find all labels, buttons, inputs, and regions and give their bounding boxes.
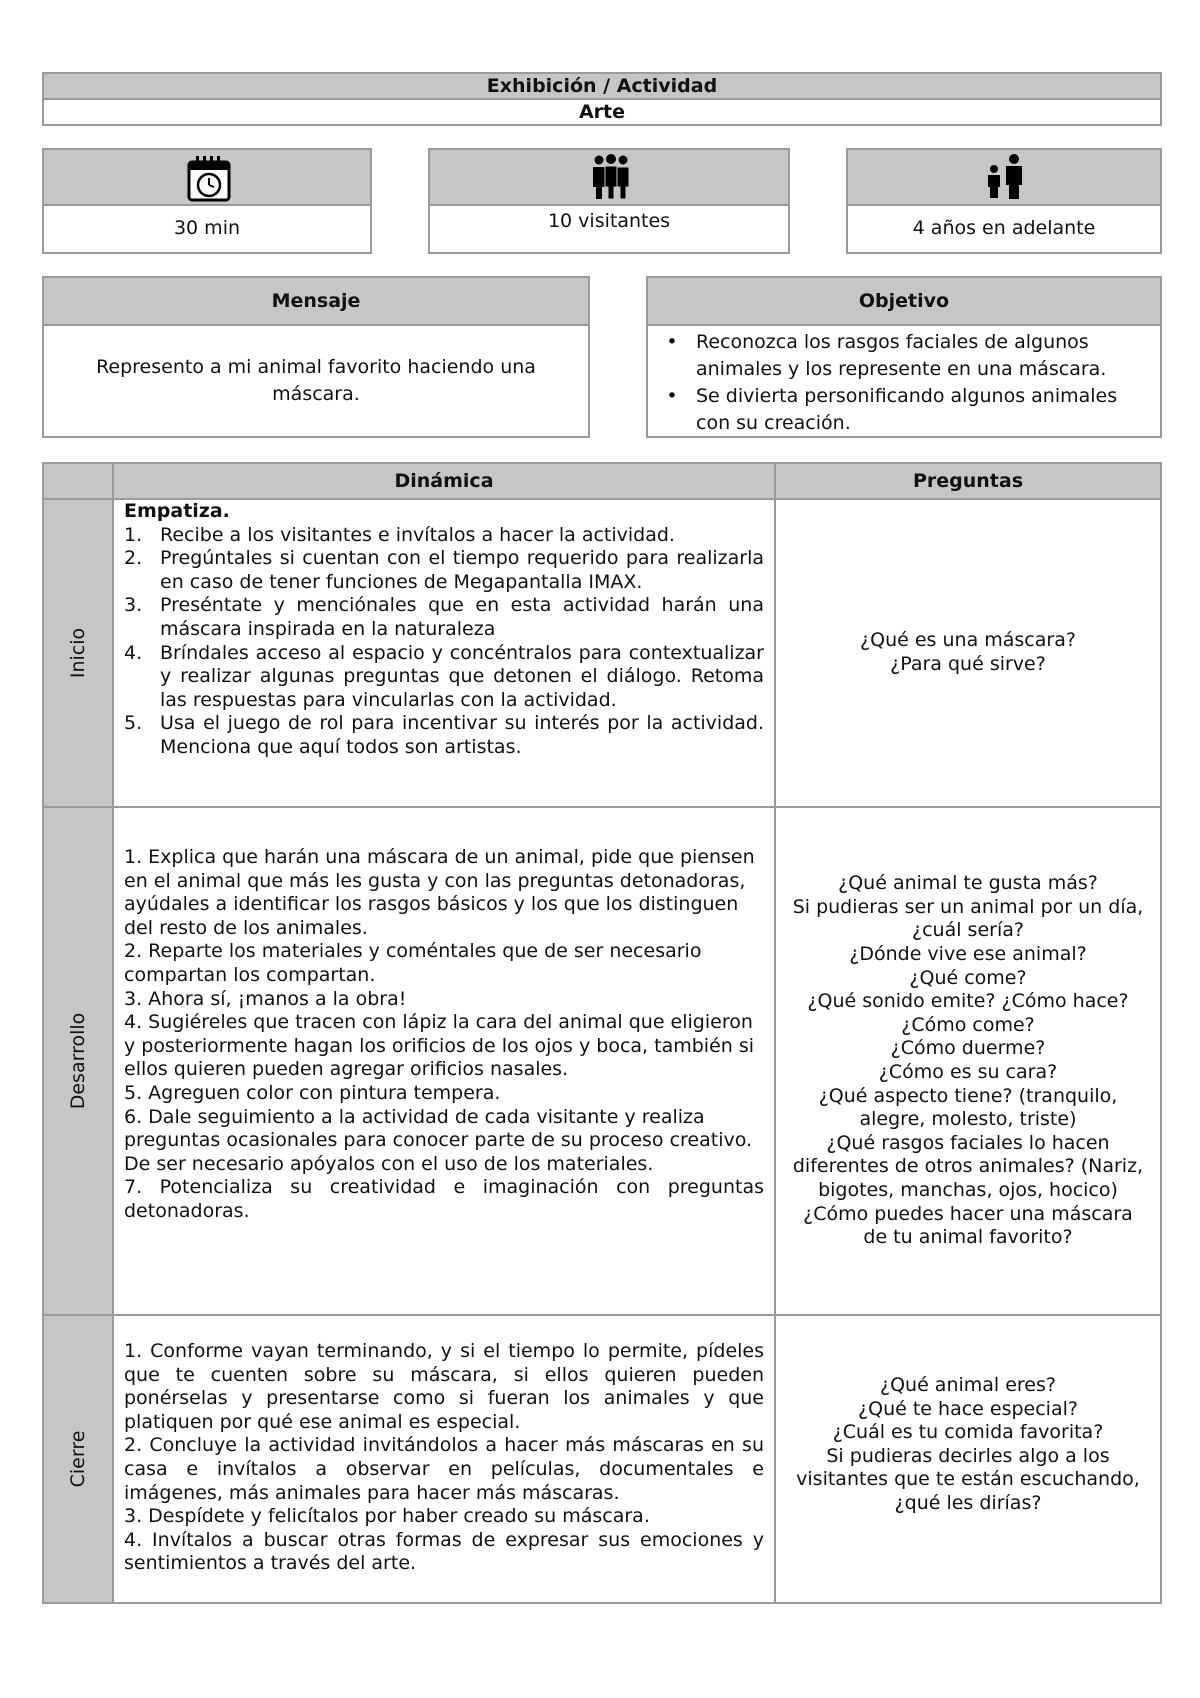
list-item: 1. Recibe a los visitantes e invítalos a hacer la actividad. — [124, 523, 675, 546]
table-corner — [42, 462, 114, 500]
desarrollo-step: De ser necesario apóyalos con el uso de los materiales. — [124, 1152, 654, 1175]
objetivo-header — [646, 276, 1162, 326]
question: ¿Cómo puedes hacer una máscara de tu animal favorito? — [803, 1202, 1133, 1249]
question: ¿Cómo duerme? — [890, 1037, 1046, 1060]
objetivo-title: Objetivo — [858, 290, 950, 312]
page-title-text: Exhibición / Actividad — [486, 75, 718, 97]
desarrollo-step: 4. Sugiéreles que tracen con lápiz la cara del animal que eligieron y posteriormente hagan los orificios de los ojos y boca, también si ellos quieren pueden agregar orificios nasales. — [124, 1011, 755, 1081]
question: Si pudieras ser un animal por un día, ¿cuál sería? — [792, 895, 1144, 942]
row-label-desarrollo-text: Desarrollo — [67, 1012, 89, 1110]
mensaje-body — [42, 324, 590, 438]
row-label-desarrollo — [42, 806, 114, 1316]
adult-child-icon — [984, 154, 1028, 200]
question: ¿Qué animal eres? — [879, 1374, 1056, 1396]
age-icon-cell — [846, 148, 1162, 206]
mensaje-title: Mensaje — [271, 290, 361, 312]
row-label-inicio-text: Inicio — [67, 627, 89, 679]
duration-cell — [42, 204, 372, 254]
age-cell — [846, 204, 1162, 254]
list-item: 3. Preséntate y menciónales que en esta actividad harán una máscara inspirada en la naturaleza — [124, 594, 764, 640]
question: ¿Qué es una máscara? — [860, 629, 1076, 652]
list-item: 2. Pregúntales si cuentan con el tiempo requerido para realizarla en caso de tener funciones de Megapantalla IMAX. — [124, 547, 764, 593]
cierre-step: 4. Invítalos a buscar otras formas de expresar sus emociones y sentimientos a través del arte. — [124, 1528, 764, 1575]
desarrollo-step: 6. Dale seguimiento a la actividad de cada visitante y realiza preguntas ocasionales para conocer parte de su proceso creativo. — [124, 1105, 753, 1152]
question: ¿Qué come? — [909, 966, 1027, 989]
visitors-text: 10 visitantes — [547, 210, 671, 232]
duration-icon-cell — [42, 148, 372, 206]
list-item: 5. Usa el juego de rol para incentivar su interés por la actividad. Menciona que aquí todos son artistas. — [124, 712, 764, 758]
question: ¿Qué sonido emite? ¿Cómo hace? — [807, 990, 1129, 1013]
row-label-cierre-text: Cierre — [67, 1430, 89, 1488]
question: ¿Cómo come? — [901, 1013, 1035, 1036]
col-header-dinamica — [112, 462, 776, 500]
age-text: 4 años en adelante — [912, 217, 1096, 240]
cierre-step: 1. Conforme vayan terminando, y si el tiempo lo permite, pídeles que te cuenten sobre su máscara, si ellos quieren pueden ponérselas y presentarse como si fueran los animales y que platiquen por qué ese animal es especial. — [124, 1340, 764, 1433]
question: ¿Qué animal te gusta más? — [838, 872, 1098, 895]
col-header-preguntas — [774, 462, 1162, 500]
row-label-cierre — [42, 1314, 114, 1604]
inicio-dinamica-cell — [112, 498, 776, 808]
cierre-dinamica-cell — [112, 1314, 776, 1604]
desarrollo-step: 3. Ahora sí, ¡manos a la obra! — [124, 987, 407, 1010]
visitors-cell — [428, 204, 790, 254]
desarrollo-step: 1. Explica que harán una máscara de un animal, pide que piensen en el animal que más les gusta y con las preguntas detonadoras, ayúdales a identificar los rasgos básicos y los que los distinguen del resto de los animales. — [124, 846, 755, 939]
question: ¿Cuál es tu comida favorita? — [832, 1421, 1104, 1444]
question: ¿Dónde vive ese animal? — [849, 943, 1087, 966]
mensaje-header — [42, 276, 590, 326]
desarrollo-step: 2. Reparte los materiales y coméntales que de ser necesario compartan los compartan. — [124, 940, 702, 986]
duration-text: 30 min — [173, 217, 241, 240]
objetivo-item: • Se divierta personificando algunos animales con su creación. — [666, 385, 1118, 434]
question: ¿Qué aspecto tiene? (tranquilo, alegre, molesto, triste) — [818, 1084, 1118, 1131]
question: ¿Qué te hace especial? — [858, 1397, 1078, 1420]
mensaje-text: Represento a mi animal favorito haciendo una máscara. — [96, 356, 536, 405]
group-icon — [590, 154, 632, 200]
list-item: 4. Bríndales acceso al espacio y concéntralos para contextualizar y realizar algunas preguntas que detonen el diálogo. Retoma las respuestas para vincularlas con la actividad. — [124, 641, 764, 711]
cierre-preguntas-cell — [774, 1314, 1162, 1604]
calendar-clock-icon — [187, 154, 231, 202]
desarrollo-step: 5. Agreguen color con pintura tempera. — [124, 1081, 501, 1104]
question: ¿Qué rasgos faciales lo hacen diferentes de otros animales? (Nariz, bigotes, manchas, ojos, hocico) — [792, 1131, 1144, 1201]
desarrollo-dinamica-cell — [112, 806, 776, 1316]
cierre-step: 2. Concluye la actividad invitándolos a hacer más máscaras en su casa e invítalos a observar en películas, documentales e imágenes, más animales para hacer más máscaras. — [124, 1434, 764, 1504]
col-header-preguntas-text: Preguntas — [912, 470, 1024, 492]
question: ¿Para qué sirve? — [890, 653, 1046, 675]
row-label-inicio — [42, 498, 114, 808]
col-header-dinamica-text: Dinámica — [394, 470, 494, 492]
objetivo-item: • Reconozca los rasgos faciales de algunos animales y los represente en una máscara. — [666, 331, 1107, 380]
question: ¿Cómo es su cara? — [878, 1061, 1058, 1083]
page-subtitle-text: Arte — [578, 101, 626, 123]
inicio-steps — [124, 524, 764, 760]
desarrollo-step: 7. Potencializa su creatividad e imaginación con preguntas detonadoras. — [124, 1176, 764, 1222]
page-title — [42, 72, 1162, 100]
question: Si pudieras decirles algo a los visitantes que te están escuchando, ¿qué les dirías? — [796, 1444, 1140, 1514]
visitors-icon-cell — [428, 148, 790, 206]
inicio-preguntas-cell — [774, 498, 1162, 808]
cierre-step: 3. Despídete y felicítalos por haber creado su máscara. — [124, 1505, 650, 1528]
desarrollo-preguntas-cell — [774, 806, 1162, 1316]
objetivo-body — [646, 324, 1162, 438]
inicio-heading: Empatiza. — [124, 500, 230, 522]
page-subtitle — [42, 98, 1162, 126]
